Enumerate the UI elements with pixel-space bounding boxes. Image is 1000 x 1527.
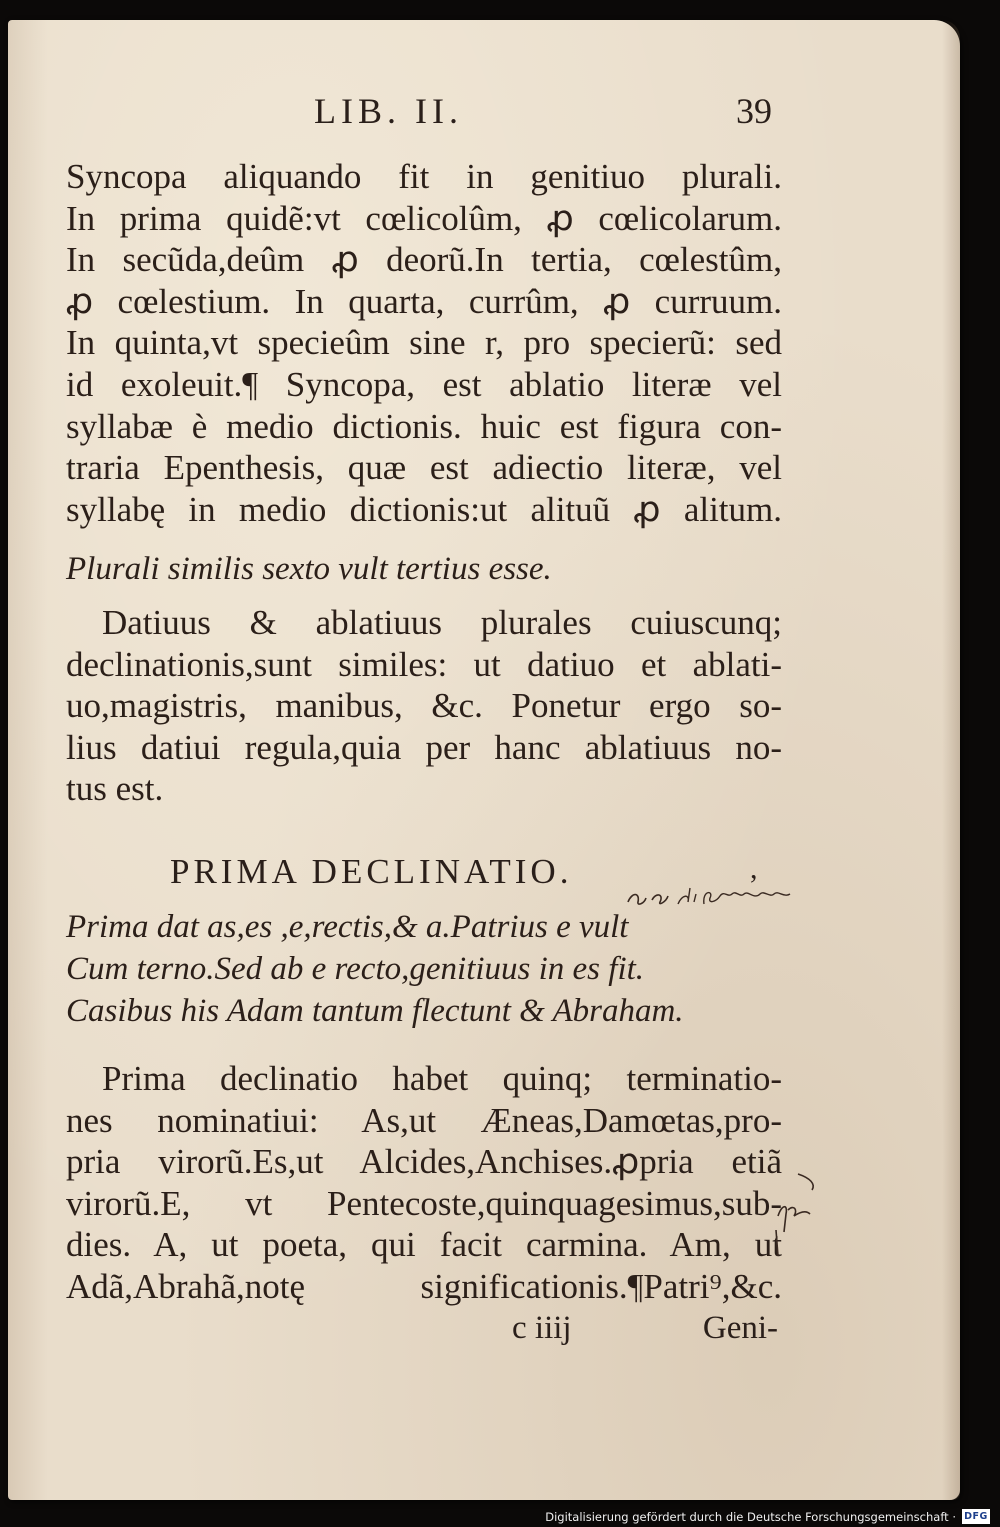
paragraph-prima-declinatio bbox=[66, 1058, 782, 1308]
running-head bbox=[66, 90, 776, 138]
page-footer bbox=[66, 1310, 782, 1354]
verse-prima-dat bbox=[66, 906, 782, 1032]
paragraph-syncopa bbox=[66, 156, 782, 530]
verse-plurali bbox=[66, 548, 782, 590]
text-line: syllabę in medio dictionis:ut alituũ ꝓ alitum. bbox=[66, 489, 782, 529]
section-title: PRIMA DECLINATIO. bbox=[170, 852, 573, 891]
section-mark: , bbox=[750, 852, 758, 885]
verse-line: Cum terno.Sed ab e recto,genitiuus in es fit. bbox=[66, 951, 645, 987]
text-line: Prima declinatio habet quinq; terminatio- bbox=[102, 1059, 782, 1098]
text-line: lius datiui regula,quia per hanc ablatiuus no- bbox=[66, 727, 782, 767]
text-line: id exoleuit.¶ Syncopa, est ablatio literæ vel bbox=[66, 364, 782, 404]
text-line: In quinta,vt specieûm sine r, pro specierũ: sed bbox=[66, 323, 782, 363]
signature-mark: c iiij bbox=[512, 1310, 572, 1346]
text-line: tus est. bbox=[66, 769, 164, 809]
dfg-logo: DFG bbox=[962, 1509, 990, 1524]
page-number: 39 bbox=[736, 91, 772, 131]
verse-line: Prima dat as,es ,e,rectis,& a.Patrius e vult bbox=[66, 909, 629, 945]
verse-line: Casibus his Adam tantum flectunt & Abraham. bbox=[66, 993, 684, 1029]
marginal-handwriting bbox=[758, 1170, 828, 1260]
text-line: In secũda,deûm ꝓ deorũ.In tertia, cœlestûm, bbox=[66, 240, 782, 280]
text-line: dies. A, ut poeta, qui facit carmina. Am, ut bbox=[66, 1225, 782, 1265]
text-line: ꝓ cœlestium. In quarta, currûm, ꝓ curruum. bbox=[66, 281, 782, 321]
digitization-credit-bar bbox=[0, 1508, 1000, 1527]
verse-line: Plurali similis sexto vult tertius esse. bbox=[66, 551, 552, 587]
catchword: Geni- bbox=[702, 1310, 778, 1346]
text-line: virorũ.E, vt Pentecoste,quinquagesimus,sub- bbox=[66, 1183, 782, 1223]
credit-text: Digitalisierung gefördert durch die Deutsche Forschungsgemeinschaft · bbox=[545, 1510, 956, 1524]
text-line: Datiuus & ablatiuus plurales cuiuscunq; bbox=[102, 603, 782, 642]
text-line: traria Epenthesis, quæ est adiectio literæ, vel bbox=[66, 448, 782, 488]
running-head-title: LIB. II. bbox=[314, 91, 463, 131]
text-line: In prima quidẽ:vt cœlicolûm, ꝓ cœlicolarum. bbox=[66, 198, 782, 238]
text-line: Syncopa aliquando fit in genitiuo plurali. bbox=[66, 157, 782, 196]
text-line: syllabæ è medio dictionis. huic est figura con- bbox=[66, 406, 782, 446]
paragraph-datiuus bbox=[66, 602, 782, 810]
text-line: uo,magistris, manibus, &c. Ponetur ergo so- bbox=[66, 686, 782, 726]
text-line: nes nominatiui: As,ut Æneas,Damœtas,pro- bbox=[66, 1100, 782, 1140]
text-line: declinationis,sunt similes: ut datiuo et ablati- bbox=[66, 644, 782, 684]
text-line: Adã,Abrahã,notę significationis.¶Patri⁹,&c. bbox=[66, 1266, 782, 1306]
text-line: pria virorũ.Es,ut Alcides,Anchises.ꝓpria etiã bbox=[66, 1142, 782, 1182]
page-edge-shadow bbox=[942, 20, 960, 1500]
